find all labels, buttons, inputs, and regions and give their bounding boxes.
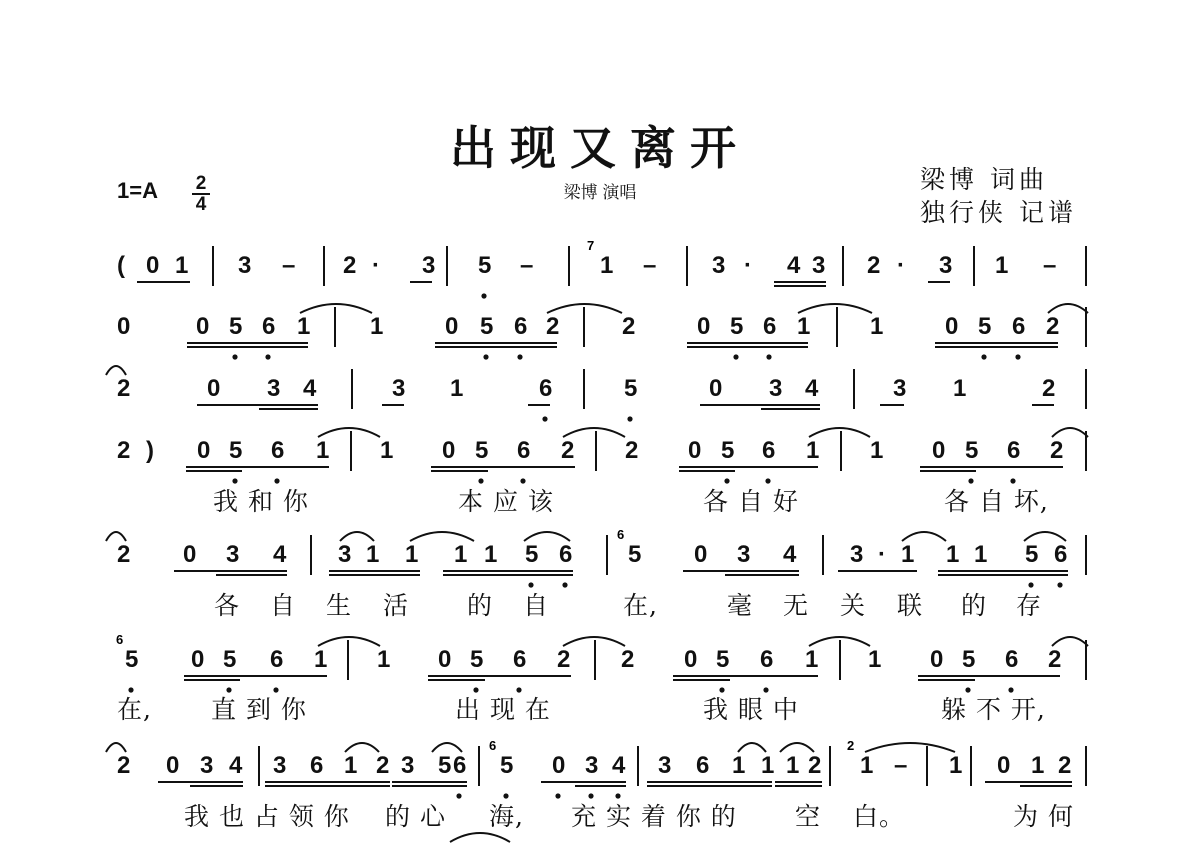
note: · — [372, 252, 380, 279]
lyric: 直 到 你 — [211, 695, 307, 724]
lyric: 出 现 在 — [455, 695, 551, 724]
note: 1 — [297, 313, 311, 340]
note: 3 — [422, 252, 436, 279]
note: 1 — [175, 252, 189, 279]
octave-dot — [555, 793, 560, 798]
note: 5 — [978, 313, 992, 340]
note: 0 — [945, 313, 959, 340]
lyric: 在, — [117, 695, 152, 724]
note: 2 — [625, 437, 639, 464]
octave-dot — [765, 478, 770, 483]
octave-dot — [232, 354, 237, 359]
note: 3 — [238, 252, 252, 279]
tie-slur — [106, 366, 126, 375]
note: 5 — [478, 252, 492, 279]
note: ) — [146, 437, 154, 464]
note: 1 — [946, 541, 960, 568]
lyric: 自 — [270, 591, 297, 620]
note: 4 — [787, 252, 801, 279]
note: 1 — [484, 541, 498, 568]
tie-slur — [780, 743, 814, 752]
note: 0 — [930, 646, 944, 673]
note: 6 — [539, 375, 553, 402]
lyric: 为 何 — [1013, 802, 1074, 831]
lyric: 自 — [523, 591, 550, 620]
octave-dot — [265, 354, 270, 359]
octave-dot — [483, 354, 488, 359]
tie-slur — [563, 428, 625, 437]
octave-dot — [1015, 354, 1020, 359]
note: – — [1043, 252, 1057, 279]
grace-note: 7 — [587, 238, 595, 253]
note: 1 — [953, 375, 967, 402]
note: 2 — [622, 313, 636, 340]
octave-dot — [528, 582, 533, 587]
note: 6 — [763, 313, 777, 340]
octave-dot — [274, 478, 279, 483]
note: 1 — [805, 646, 819, 673]
note: 3 — [939, 252, 953, 279]
note: 6 — [762, 437, 776, 464]
note: 5 — [125, 646, 139, 673]
note: 2 — [867, 252, 881, 279]
note: 1 — [454, 541, 468, 568]
octave-dot — [719, 687, 724, 692]
note: 3 — [893, 375, 907, 402]
note: 3 — [737, 541, 751, 568]
tie-slur — [410, 532, 474, 541]
tie-slur — [340, 532, 374, 541]
note: 0 — [932, 437, 946, 464]
lyric: 海, — [489, 802, 524, 831]
note: 0 — [445, 313, 459, 340]
note: 2 — [1046, 313, 1060, 340]
note: 2 — [1050, 437, 1064, 464]
time-signature-top: 2 — [195, 173, 207, 194]
octave-dot — [562, 582, 567, 587]
octave-dot — [968, 478, 973, 483]
note: 3 — [812, 252, 826, 279]
tie-slur — [1052, 428, 1088, 437]
grace-note: 2 — [847, 738, 855, 753]
note: 1 — [600, 252, 614, 279]
lyric: 各 自 坏, — [944, 487, 1049, 516]
note: 3 — [273, 752, 287, 779]
tie-slur — [809, 428, 870, 437]
note: 4 — [612, 752, 626, 779]
note: 2 — [546, 313, 560, 340]
note: 6 — [559, 541, 573, 568]
note: 5 — [730, 313, 744, 340]
note: – — [894, 752, 908, 779]
note: 5 — [229, 313, 243, 340]
tie-slur — [524, 532, 570, 541]
note: 2 — [621, 646, 635, 673]
note: 0 — [183, 541, 197, 568]
note: 6 — [517, 437, 531, 464]
lyric: 本 应 该 — [458, 487, 554, 516]
note: 0 — [997, 752, 1011, 779]
note: 1 — [786, 752, 800, 779]
octave-dot — [733, 354, 738, 359]
note: 6 — [1012, 313, 1026, 340]
octave-dot — [226, 687, 231, 692]
octave-dot — [481, 293, 486, 298]
lyric: 的 心 — [385, 802, 446, 831]
octave-dot — [724, 478, 729, 483]
note: 1 — [316, 437, 330, 464]
lyric: 我 也 占 领 你 — [184, 802, 350, 831]
note: – — [643, 252, 657, 279]
note: 2 — [808, 752, 822, 779]
note: 5 — [624, 375, 638, 402]
note: 3 — [712, 252, 726, 279]
note: 1 — [797, 313, 811, 340]
lyric: 毫 — [727, 591, 754, 620]
note: 5 — [438, 752, 452, 779]
lyric: 空 — [795, 802, 822, 831]
note: 6 — [1054, 541, 1068, 568]
note: 0 — [197, 437, 211, 464]
note: 4 — [783, 541, 797, 568]
note: 3 — [850, 541, 864, 568]
note: 0 — [697, 313, 711, 340]
lyric: 关 — [840, 591, 867, 620]
grace-note: 6 — [617, 527, 625, 542]
note: 6 — [513, 646, 527, 673]
note: 2 — [1042, 375, 1056, 402]
octave-dot — [627, 416, 632, 421]
key-signature: 1=A — [117, 178, 158, 203]
octave-dot — [232, 478, 237, 483]
note: ( — [117, 252, 125, 279]
note: · — [897, 252, 905, 279]
note: 1 — [995, 252, 1009, 279]
tie-slur — [809, 637, 870, 646]
tie-slur — [902, 532, 946, 541]
note: 5 — [525, 541, 539, 568]
lyric: 我 和 你 — [213, 487, 309, 516]
note: – — [282, 252, 296, 279]
note: 0 — [438, 646, 452, 673]
lyric: 各 — [214, 591, 241, 620]
note: 3 — [338, 541, 352, 568]
note: · — [744, 252, 752, 279]
note: 3 — [392, 375, 406, 402]
lyric: 生 — [326, 591, 353, 620]
note: – — [520, 252, 534, 279]
note: 1 — [868, 646, 882, 673]
note: 5 — [480, 313, 494, 340]
tie-slur — [318, 428, 380, 437]
octave-dot — [965, 687, 970, 692]
lyric: 各 自 好 — [703, 487, 799, 516]
song-title: 出现又离开 — [450, 121, 750, 175]
note: 1 — [974, 541, 988, 568]
octave-dot — [1057, 582, 1062, 587]
note: 6 — [514, 313, 528, 340]
lyric: 存 — [1016, 591, 1043, 620]
octave-dot — [517, 354, 522, 359]
tie-slur — [106, 532, 126, 541]
tie-slur — [1052, 637, 1088, 646]
note: 2 — [1048, 646, 1062, 673]
note: 1 — [949, 752, 963, 779]
octave-dot — [615, 793, 620, 798]
tie-slur — [563, 637, 625, 646]
octave-dot — [1008, 687, 1013, 692]
note: 3 — [585, 752, 599, 779]
lyric: 的 — [961, 591, 988, 620]
composer-credit: 梁博 词曲 — [920, 165, 1048, 194]
note: 6 — [262, 313, 276, 340]
note: 5 — [628, 541, 642, 568]
octave-dot — [273, 687, 278, 692]
note: 1 — [860, 752, 874, 779]
note: 5 — [470, 646, 484, 673]
note: 6 — [270, 646, 284, 673]
lyric: 无 — [783, 591, 810, 620]
note: 1 — [380, 437, 394, 464]
note: 2 — [561, 437, 575, 464]
note: 1 — [405, 541, 419, 568]
note: 5 — [716, 646, 730, 673]
octave-dot — [542, 416, 547, 421]
note: 4 — [273, 541, 287, 568]
note: 1 — [806, 437, 820, 464]
note: 5 — [223, 646, 237, 673]
lyric: 我 眼 中 — [703, 695, 799, 724]
lyric: 活 — [383, 591, 410, 620]
note: 6 — [310, 752, 324, 779]
octave-dot — [473, 687, 478, 692]
note: 0 — [146, 252, 160, 279]
tie-slur — [318, 637, 380, 646]
tie-slur — [547, 304, 622, 313]
note: 5 — [1025, 541, 1039, 568]
note: 3 — [200, 752, 214, 779]
note: 1 — [344, 752, 358, 779]
note: 3 — [401, 752, 415, 779]
note: 5 — [500, 752, 514, 779]
note: 0 — [196, 313, 210, 340]
note: · — [878, 541, 886, 568]
time-signature-bottom: 4 — [195, 194, 207, 215]
note: 1 — [870, 313, 884, 340]
note: 4 — [805, 375, 819, 402]
note: 6 — [1007, 437, 1021, 464]
note: 0 — [694, 541, 708, 568]
lyric: 在, — [623, 591, 658, 620]
tie-slur — [1024, 532, 1066, 541]
tie-slur — [345, 743, 379, 752]
grace-note: 6 — [489, 738, 497, 753]
note: 1 — [377, 646, 391, 673]
note: 1 — [366, 541, 380, 568]
note: 6 — [760, 646, 774, 673]
octave-dot — [456, 793, 461, 798]
note: 2 — [1058, 752, 1072, 779]
octave-dot — [520, 478, 525, 483]
octave-dot — [981, 354, 986, 359]
note: 3 — [769, 375, 783, 402]
tie-slur — [106, 743, 126, 752]
note: 1 — [901, 541, 915, 568]
note: 0 — [166, 752, 180, 779]
octave-dot — [763, 687, 768, 692]
note: 5 — [721, 437, 735, 464]
note: 6 — [271, 437, 285, 464]
lyric: 的 — [467, 591, 494, 620]
note: 1 — [870, 437, 884, 464]
note: 1 — [1031, 752, 1045, 779]
note: 0 — [442, 437, 456, 464]
grace-note: 6 — [116, 632, 124, 647]
note: 0 — [688, 437, 702, 464]
tie-slur — [432, 743, 462, 752]
lyric: 充 实 着 你 的 — [571, 802, 737, 831]
note: 5 — [962, 646, 976, 673]
note: 0 — [684, 646, 698, 673]
lyric: 躲 不 开, — [941, 695, 1046, 724]
note: 1 — [450, 375, 464, 402]
note: 5 — [475, 437, 489, 464]
note: 6 — [453, 752, 467, 779]
note: 1 — [370, 313, 384, 340]
note: 1 — [761, 752, 775, 779]
note: 6 — [696, 752, 710, 779]
note: 0 — [552, 752, 566, 779]
lyric: 白。 — [853, 802, 906, 831]
octave-dot — [128, 687, 133, 692]
tie-slur — [798, 304, 872, 313]
note: 6 — [1005, 646, 1019, 673]
note: 3 — [267, 375, 281, 402]
note: 0 — [207, 375, 221, 402]
tie-slur — [450, 833, 510, 842]
note: 4 — [303, 375, 317, 402]
note: 5 — [229, 437, 243, 464]
note: 5 — [965, 437, 979, 464]
note: 2 — [117, 752, 131, 779]
note: 2 — [117, 375, 131, 402]
note: 2 — [117, 541, 131, 568]
note: 3 — [658, 752, 672, 779]
note: 2 — [376, 752, 390, 779]
octave-dot — [766, 354, 771, 359]
octave-dot — [1010, 478, 1015, 483]
octave-dot — [588, 793, 593, 798]
octave-dot — [503, 793, 508, 798]
note: 0 — [709, 375, 723, 402]
tie-slur — [1048, 304, 1088, 313]
tie-slur — [738, 743, 766, 752]
note: 1 — [732, 752, 746, 779]
note: 0 — [117, 313, 131, 340]
lyric: 联 — [897, 591, 924, 620]
note: 2 — [343, 252, 357, 279]
tie-slur — [865, 743, 955, 752]
note: 2 — [557, 646, 571, 673]
tie-slur — [300, 304, 372, 313]
singer-credit: 梁博 演唱 — [563, 183, 637, 202]
octave-dot — [516, 687, 521, 692]
note: 2 — [117, 437, 131, 464]
note: 3 — [226, 541, 240, 568]
transcriber-credit: 独行侠 记谱 — [920, 198, 1077, 227]
octave-dot — [478, 478, 483, 483]
octave-dot — [1028, 582, 1033, 587]
note: 1 — [314, 646, 328, 673]
note: 4 — [229, 752, 243, 779]
note: 0 — [191, 646, 205, 673]
